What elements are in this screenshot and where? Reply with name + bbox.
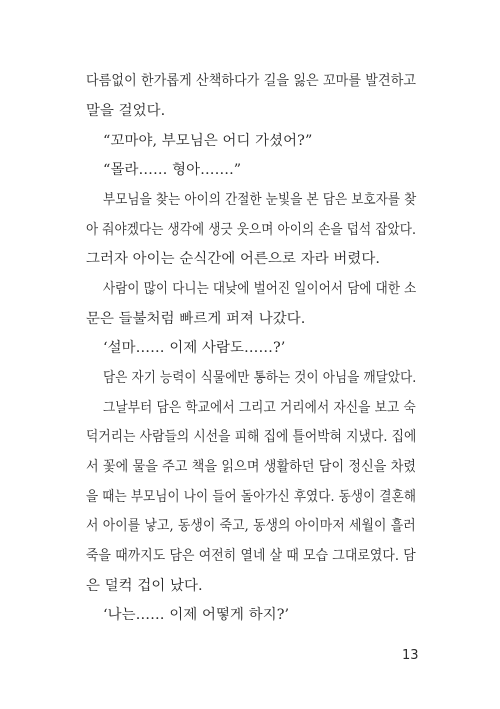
thought-line: ‘설마…… 이제 사람도……?’ (103, 340, 286, 356)
text-line: 부모님을 찾는 아이의 간절한 눈빛을 본 담은 보호자를 찾 (103, 192, 417, 208)
text-line: 덕거리는 사람들의 시선을 피해 집에 틀어박혀 지냈다. 집에 (86, 429, 417, 445)
text-line: 말을 걸었다. (86, 103, 166, 119)
text-line: 문은 들불처럼 빠르게 퍼져 나갔다. (86, 311, 306, 327)
text-line: 사람이 많이 다니는 대낮에 벌어진 일이어서 담에 대한 소 (103, 281, 417, 297)
text-line: 죽을 때까지도 담은 여전히 열네 살 때 모습 그대로였다. 담 (86, 548, 416, 564)
text-line: 담은 자기 능력이 식물에만 통하는 것이 아님을 깨달았다. (103, 370, 417, 386)
text-line: 서 꽃에 물을 주고 책을 읽으며 생활하던 담이 정신을 차렸 (86, 459, 417, 475)
dialogue-line: “꼬마야, 부모님은 어디 가셨어?” (103, 133, 313, 149)
text-line: 을 때는 부모님이 나이 들어 돌아가신 후였다. 동생이 결혼해 (86, 489, 417, 505)
text-line: 다름없이 한가롭게 산책하다가 길을 잃은 꼬마를 발견하고 (86, 73, 417, 89)
text-line: 서 아이를 낳고, 동생이 죽고, 동생의 아이마저 세월이 흘러 (86, 518, 416, 534)
thought-line: ‘나는…… 이제 어떻게 하지?’ (103, 607, 290, 623)
dialogue-line: “몰라…… 형아…….” (103, 162, 242, 178)
page-number: 13 (402, 648, 419, 663)
text-line: 그러자 아이는 순식간에 어른으로 자라 버렸다. (86, 251, 381, 267)
text-line: 아 줘야겠다는 생각에 생긋 웃으며 아이의 손을 덥석 잡았다. (86, 222, 417, 238)
text-line: 그날부터 담은 학교에서 그리고 거리에서 자신을 보고 숙 (103, 400, 416, 416)
text-line: 은 덜컥 겁이 났다. (86, 578, 203, 594)
